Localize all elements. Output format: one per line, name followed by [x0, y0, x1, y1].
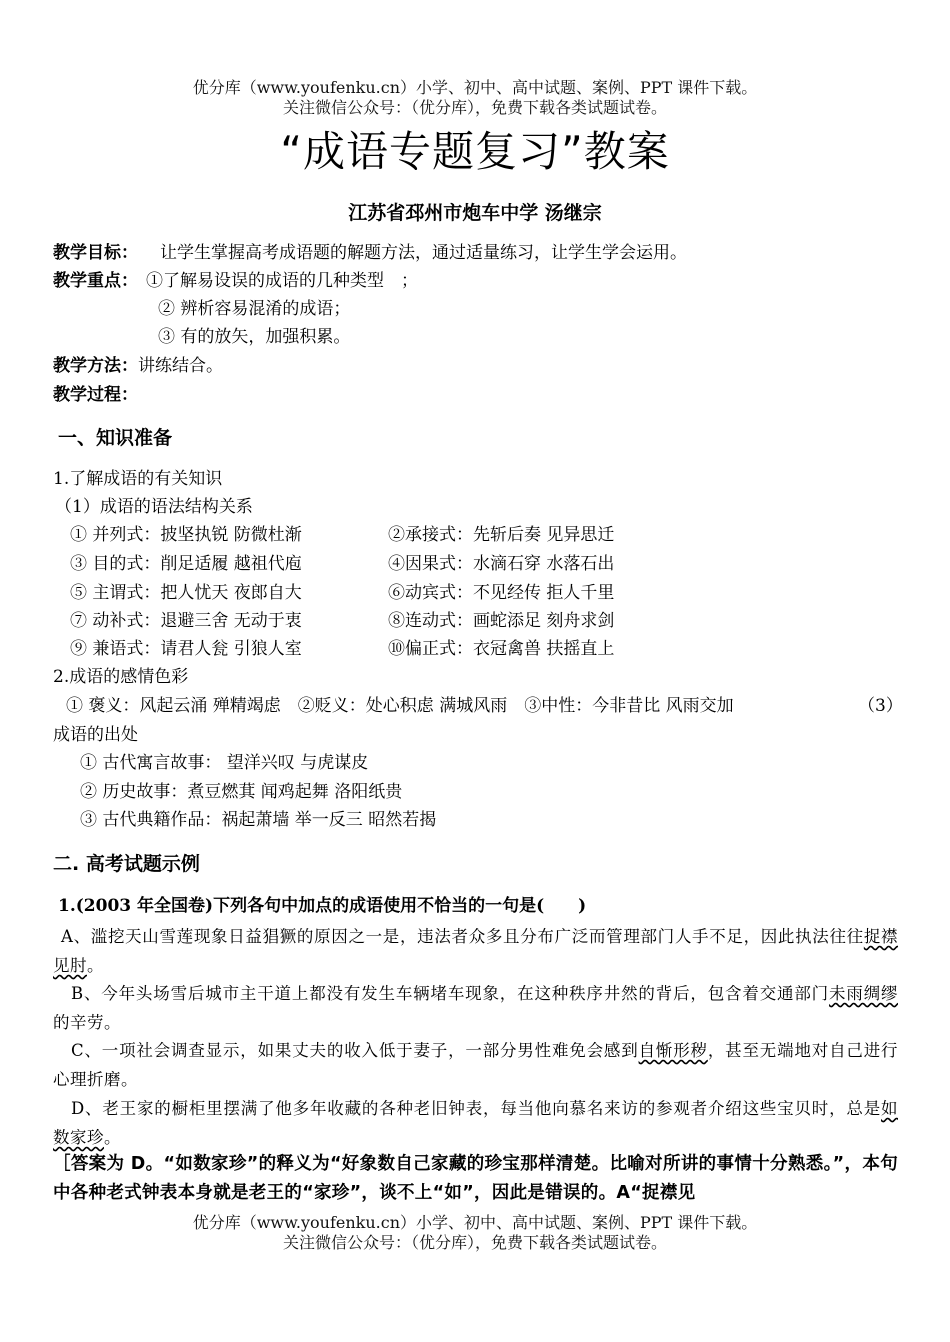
page-title: “成语专题复习”教案 [280, 127, 670, 176]
option-b-tail: 的辛劳。 [53, 1013, 121, 1032]
origin-2: ② 历史故事：煮豆燃萁 闻鸡起舞 洛阳纸贵 [80, 782, 403, 802]
question-stem: 1.(2003 年全国卷)下列各句中加点的成语使用不恰当的一句是( ) [58, 896, 587, 916]
focus-item-2: ② 辨析容易混淆的成语； [158, 299, 351, 319]
structure-left-1: ① 并列式：披坚执锐 防微杜渐 [70, 525, 302, 545]
method-text: 讲练结合。 [138, 356, 223, 376]
structure-left-5: ⑨ 兼语式：请君人瓮 引狼人室 [70, 639, 302, 659]
option-a-text: A、滥挖天山雪莲现象日益猖獗的原因之一是，违法者众多且分布广泛而管理部门人手不足，因此执法往往 [61, 927, 864, 946]
focus-item-1: ①了解易设误的成语的几种类型 ； [146, 271, 418, 291]
option-c-text: C、一项社会调查显示，如果丈夫的收入低于妻子，一部分男性难免会感到 [71, 1041, 639, 1060]
process-label: 教学过程： [53, 385, 138, 405]
s1-sub-1: （1）成语的语法结构关系 [55, 497, 253, 517]
option-c [53, 1036, 898, 1094]
header-line-1: 优分库（www.youfenku.cn）小学、初中、高中试题、案例、PPT 课件下载。 [192, 78, 758, 97]
option-d-idiom: 如数家珍 [53, 1099, 898, 1147]
footer-line-1: 优分库（www.youfenku.cn）小学、初中、高中试题、案例、PPT 课件下载。 [192, 1213, 758, 1232]
option-b-text: B、今年头场雪后城市主干道上都没有发生车辆堵车现象，在这种秩序井然的背后，包含着交通部门 [71, 984, 830, 1003]
section-1-heading: 一、知识准备 [58, 427, 173, 449]
origin-1: ① 古代寓言故事： 望洋兴叹 与虎谋皮 [80, 753, 369, 773]
option-a-idiom: 捉襟见肘 [53, 927, 899, 975]
method-row [53, 354, 223, 378]
structure-right-3: ⑥动宾式：不见经传 拒人千里 [388, 583, 615, 603]
structure-left-2: ③ 目的式：削足适履 越祖代庖 [70, 554, 302, 574]
structure-right-5: ⑩偏正式：衣冠禽兽 扶摇直上 [388, 639, 615, 659]
s1-item-2: 2.成语的感情色彩 [53, 667, 189, 687]
structure-left-3: ⑤ 主谓式：把人忧天 夜郎自大 [70, 583, 302, 603]
answer-explanation: ［答案为 D。“如数家珍”的释义为“好象数自己家藏的珍宝那样清楚。比喻对所讲的事情十分熟悉。”，本句中各种老式钟表本身就是老王的“家珍”，谈不上“如”，因此是错误的。A“捉襟见 [53, 1154, 898, 1203]
option-c-tail: ，甚至无端地对自己进行心理折磨。 [53, 1041, 899, 1089]
structure-right-1: ②承接式：先斩后奏 见异思迁 [388, 525, 615, 545]
emotion-tail: （3） [858, 696, 903, 716]
option-a-tail: 。 [87, 956, 104, 975]
option-b-idiom: 未雨绸缪 [829, 984, 898, 1003]
option-d [53, 1094, 898, 1152]
objective-label: 教学目标： [53, 243, 138, 263]
focus-row [53, 269, 418, 293]
section-2-heading: 二. 高考试题示例 [53, 853, 200, 875]
option-a [53, 922, 898, 980]
option-b [53, 979, 898, 1037]
focus-label: 教学重点： [53, 271, 138, 291]
origin-3: ③ 古代典籍作品：祸起萧墙 举一反三 昭然若揭 [80, 810, 437, 830]
objective-row [53, 241, 687, 265]
option-c-idiom: 自惭形秽 [638, 1041, 708, 1060]
footer-line-2: 关注微信公众号：（优分库），免费下载各类试题试卷。 [282, 1233, 667, 1252]
structure-right-2: ④因果式：水滴石穿 水落石出 [388, 554, 615, 574]
author: 江苏省邳州市炮车中学 汤继宗 [348, 202, 602, 224]
option-d-tail: 。 [104, 1128, 121, 1147]
structure-right-4: ⑧连动式：画蛇添足 刻舟求剑 [388, 611, 615, 631]
option-d-text: D、老王家的橱柜里摆满了他多年收藏的各种老旧钟表，每当他向慕名来访的参观者介绍这些宝贝时，总是 [71, 1099, 881, 1118]
origin-label: 成语的出处 [53, 725, 138, 745]
method-label: 教学方法： [53, 356, 138, 376]
objective-text: 让学生掌握高考成语题的解题方法，通过适量练习，让学生学会运用。 [160, 243, 687, 263]
header-line-2: 关注微信公众号：（优分库），免费下载各类试题试卷。 [282, 98, 667, 117]
focus-item-3: ③ 有的放矢，加强积累。 [158, 327, 351, 347]
emotion-line: ① 褒义：风起云涌 殚精竭虑 ②贬义：处心积虑 满城风雨 ③中性：今非昔比 风雨交加 [66, 696, 734, 716]
s1-item-1: 1.了解成语的有关知识 [53, 469, 223, 489]
structure-left-4: ⑦ 动补式：退避三舍 无动于衷 [70, 611, 302, 631]
